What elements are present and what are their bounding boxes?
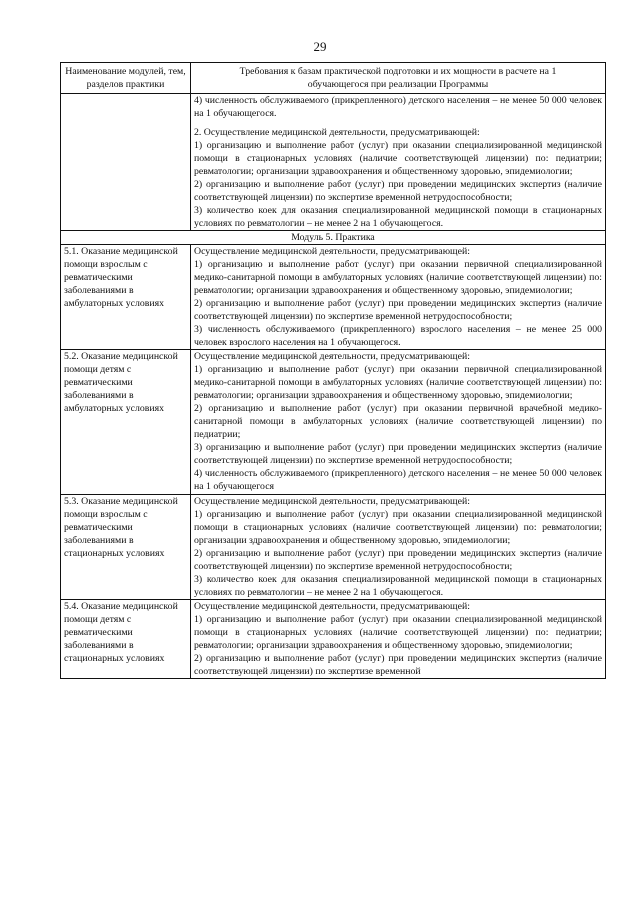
table-row xyxy=(61,245,606,350)
paragraph: 3) количество коек для оказания специализированной медицинской помощи в стационарных условиях по ревматологии – не менее 2 на 1 обучающегося. xyxy=(194,205,602,230)
paragraph: 3) организацию и выполнение работ (услуг) при проведении медицинских экспертиз (наличие соответствующей лицензии) по экспертизе временной нетрудоспособности; xyxy=(194,442,602,467)
table-row-continued xyxy=(61,94,606,231)
paragraph: Осуществление медицинской деятельности, предусматривающей: xyxy=(194,600,470,612)
paragraph: 2) организацию и выполнение работ (услуг) при проведении медицинских экспертиз (наличие соответствующей лицензии) по экспертизе временной нетрудоспособности; xyxy=(194,179,602,204)
requirements-cell xyxy=(191,494,606,599)
requirements-cell xyxy=(191,350,606,494)
header-module-name: Наименование модулей, тем, разделов практики xyxy=(61,63,191,94)
module-title: Модуль 5. Практика xyxy=(61,231,606,245)
paragraph: 1) организацию и выполнение работ (услуг) при оказании специализированной медицинской помощи в стационарных условиях (наличие соответствующей лицензии) по: ревматологии; организации здравоохранения и общественному здоровью, эпидемиологии; xyxy=(194,508,602,546)
paragraph: Осуществление медицинской деятельности, предусматривающей: xyxy=(194,351,470,363)
paragraph: 2) организацию и выполнение работ (услуг) при проведении медицинских экспертиз (наличие соответствующей лицензии) по экспертизе временной xyxy=(194,652,602,677)
empty-name-cell xyxy=(61,94,191,231)
paragraph: Осуществление медицинской деятельности, предусматривающей: xyxy=(194,246,470,258)
paragraph: 4) численность обслуживаемого (прикрепленного) детского населения – не менее 50 000 человек на 1 обучающегося xyxy=(194,468,602,493)
paragraph: 2) организацию и выполнение работ (услуг) при проведении медицинских экспертиз (наличие соответствующей лицензии) по экспертизе временной нетрудоспособности; xyxy=(194,298,602,323)
row-name: 5.2. Оказание медицинской помощи детям с ревматическими заболеваниями в амбулаторных условиях xyxy=(61,350,191,494)
page-number: 29 xyxy=(313,39,327,54)
paragraph: Осуществление медицинской деятельности, предусматривающей: xyxy=(194,495,470,507)
row-name: 5.1. Оказание медицинской помощи взрослым с ревматическими заболеваниями в амбулаторных условиях xyxy=(61,245,191,350)
paragraph: 1) организацию и выполнение работ (услуг) при оказании первичной специализированной медико-санитарной помощи в амбулаторных условиях (наличие соответствующей лицензии) по: ревматологии; организации здравоохранения и общественному здоровью, эпидемиологии; xyxy=(194,259,602,297)
paragraph: 2) организацию и выполнение работ (услуг) при оказании первичной врачебной медико-санитарной помощи в амбулаторных условиях (наличие соответствующей лицензии) по педиатрии; xyxy=(194,403,602,441)
row-name: 5.4. Оказание медицинской помощи детям с ревматическими заболеваниями в стационарных условиях xyxy=(61,599,191,678)
paragraph: 2) организацию и выполнение работ (услуг) при проведении медицинских экспертиз (наличие соответствующей лицензии) по экспертизе временной нетрудоспособности; xyxy=(194,547,602,572)
paragraph: 4) численность обслуживаемого (прикрепленного) детского населения – не менее 50 000 человек на 1 обучающегося. xyxy=(194,95,602,120)
table-header-row xyxy=(61,63,606,94)
row-name: 5.3. Оказание медицинской помощи взрослым с ревматическими заболеваниями в стационарных условиях xyxy=(61,494,191,599)
requirements-table xyxy=(60,62,606,679)
requirements-cell xyxy=(191,94,606,231)
paragraph: 3) количество коек для оказания специализированной медицинской помощи в стационарных условиях по ревматологии – не менее 2 на 1 обучающегося. xyxy=(194,573,602,598)
paragraph: 3) численность обслуживаемого (прикрепленного) взрослого населения – не менее 25 000 человек взрослого населения на 1 обучающегося. xyxy=(194,324,602,349)
paragraph: 1) организацию и выполнение работ (услуг) при оказании первичной специализированной медико-санитарной помощи в амбулаторных условиях (наличие соответствующей лицензии) по: ревматологии; организации здравоохранения и общественному здоровью, эпидемиологии; xyxy=(194,364,602,402)
module-title-row xyxy=(61,231,606,245)
header-requirements: Требования к базам практической подготовки и их мощности в расчете на 1 обучающегося при реализации Программы xyxy=(191,63,606,94)
requirements-cell xyxy=(191,599,606,678)
table-row xyxy=(61,494,606,599)
table-row xyxy=(61,350,606,494)
table-row xyxy=(61,599,606,678)
requirements-cell xyxy=(191,245,606,350)
paragraph: 1) организацию и выполнение работ (услуг) при оказании специализированной медицинской помощи в стационарных условиях (наличие соответствующей лицензии) по: педиатрии; ревматологии; организации здравоохранения и общественному здоровью, эпидемиологии; xyxy=(194,140,602,178)
paragraph: 1) организацию и выполнение работ (услуг) при оказании специализированной медицинской помощи в стационарных условиях (наличие соответствующей лицензии) по: педиатрии; ревматологии; организации здравоохранения и общественному здоровью, эпидемиологии; xyxy=(194,613,602,651)
paragraph: 2. Осуществление медицинской деятельности, предусматривающей: xyxy=(194,127,480,139)
